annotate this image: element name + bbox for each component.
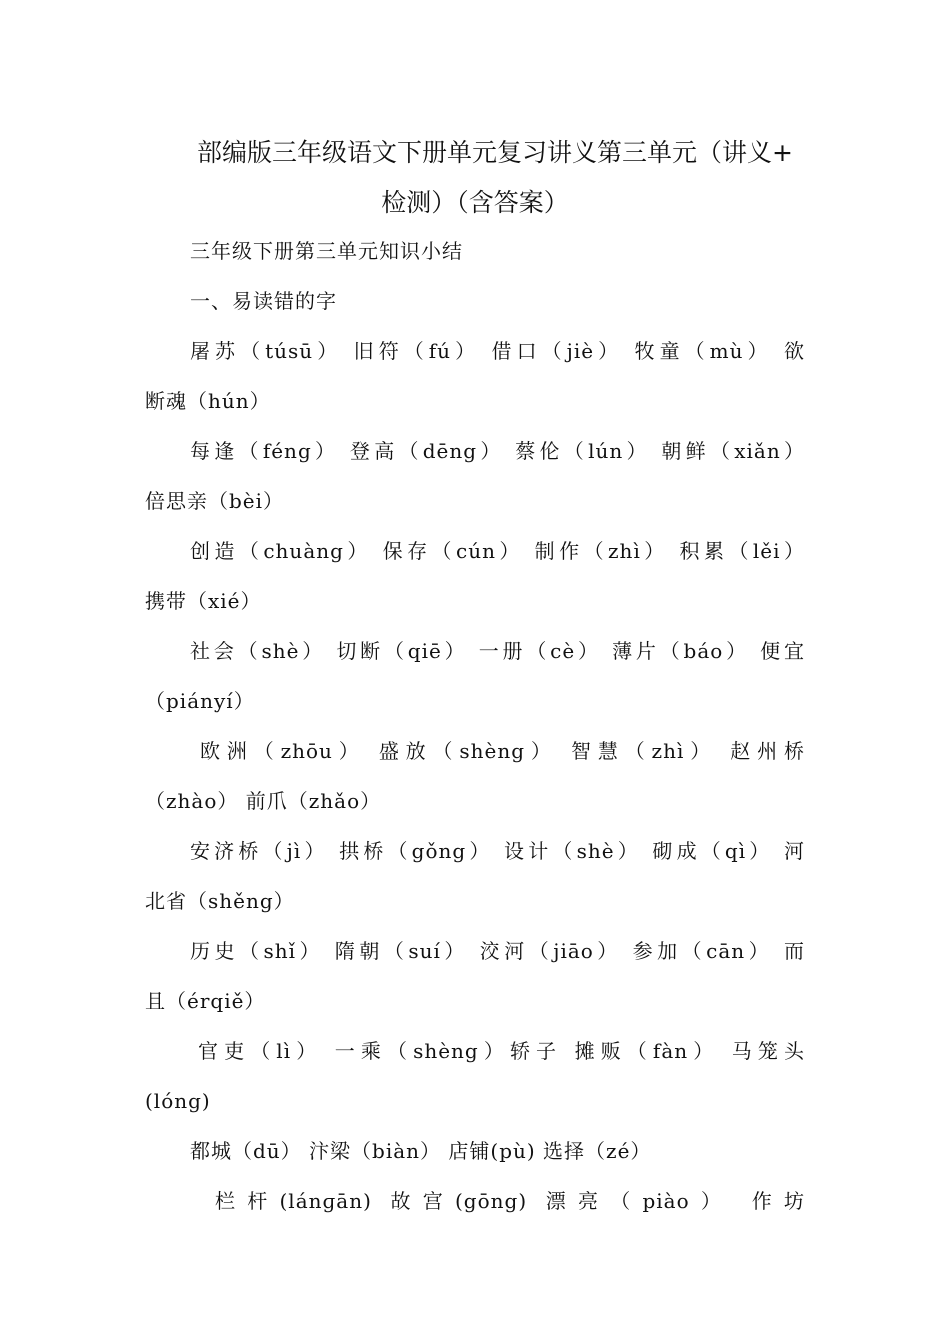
vocab-line: 携带（xié）: [145, 589, 262, 613]
vocab-line: 倍思亲（bèi）: [145, 489, 285, 513]
vocab-line: 欧洲（zhōu） 盛放（shèng） 智慧（zhì） 赵州桥: [200, 739, 805, 763]
vocab-line: 断魂（hún）: [145, 389, 271, 413]
document-title-line-2: 检测）（含答案）: [381, 188, 569, 217]
vocab-line: 屠苏（túsū） 旧符（fú） 借口（jiè） 牧童（mù） 欲: [190, 339, 805, 363]
vocab-line: 栏杆(lánɡān) 故宫(gōng) 漂亮（piào） 作坊: [215, 1189, 805, 1213]
vocab-line: 都城（dū） 汴梁（biàn） 店铺(pù) 选择（zé）: [190, 1139, 652, 1163]
vocab-line: 历史（shǐ） 隋朝（suí） 洨河（jiāo） 参加（cān） 而: [190, 939, 805, 963]
document-title-line-1: 部编版三年级语文下册单元复习讲义第三单元（讲义+: [197, 138, 793, 167]
section-heading: 一、易读错的字: [190, 289, 337, 313]
vocab-line: （piányí）: [145, 689, 255, 713]
vocab-line: (lóng): [145, 1089, 211, 1113]
vocab-line: 且（érqiě）: [145, 989, 266, 1013]
vocab-line: 北省（shěng）: [145, 889, 295, 913]
vocab-line: 创造（chuàng） 保存（cún） 制作（zhì） 积累（lěi）: [190, 539, 805, 563]
vocab-line: （zhào） 前爪（zhǎo）: [145, 789, 382, 813]
vocab-line: 社会（shè） 切断（qiē） 一册（cè） 薄片（báo） 便宜: [190, 639, 805, 663]
vocab-line: 安济桥（jì） 拱桥（gǒng） 设计（shè） 砌成（qì） 河: [190, 839, 805, 863]
vocab-line: 每逢（féng） 登高（dēng） 蔡伦（lún） 朝鲜（xiǎn）: [190, 439, 805, 463]
section-subtitle: 三年级下册第三单元知识小结: [190, 239, 463, 263]
vocab-line: 官吏（lì） 一乘（shèng）轿子 摊贩（fàn） 马笼头: [198, 1039, 805, 1063]
